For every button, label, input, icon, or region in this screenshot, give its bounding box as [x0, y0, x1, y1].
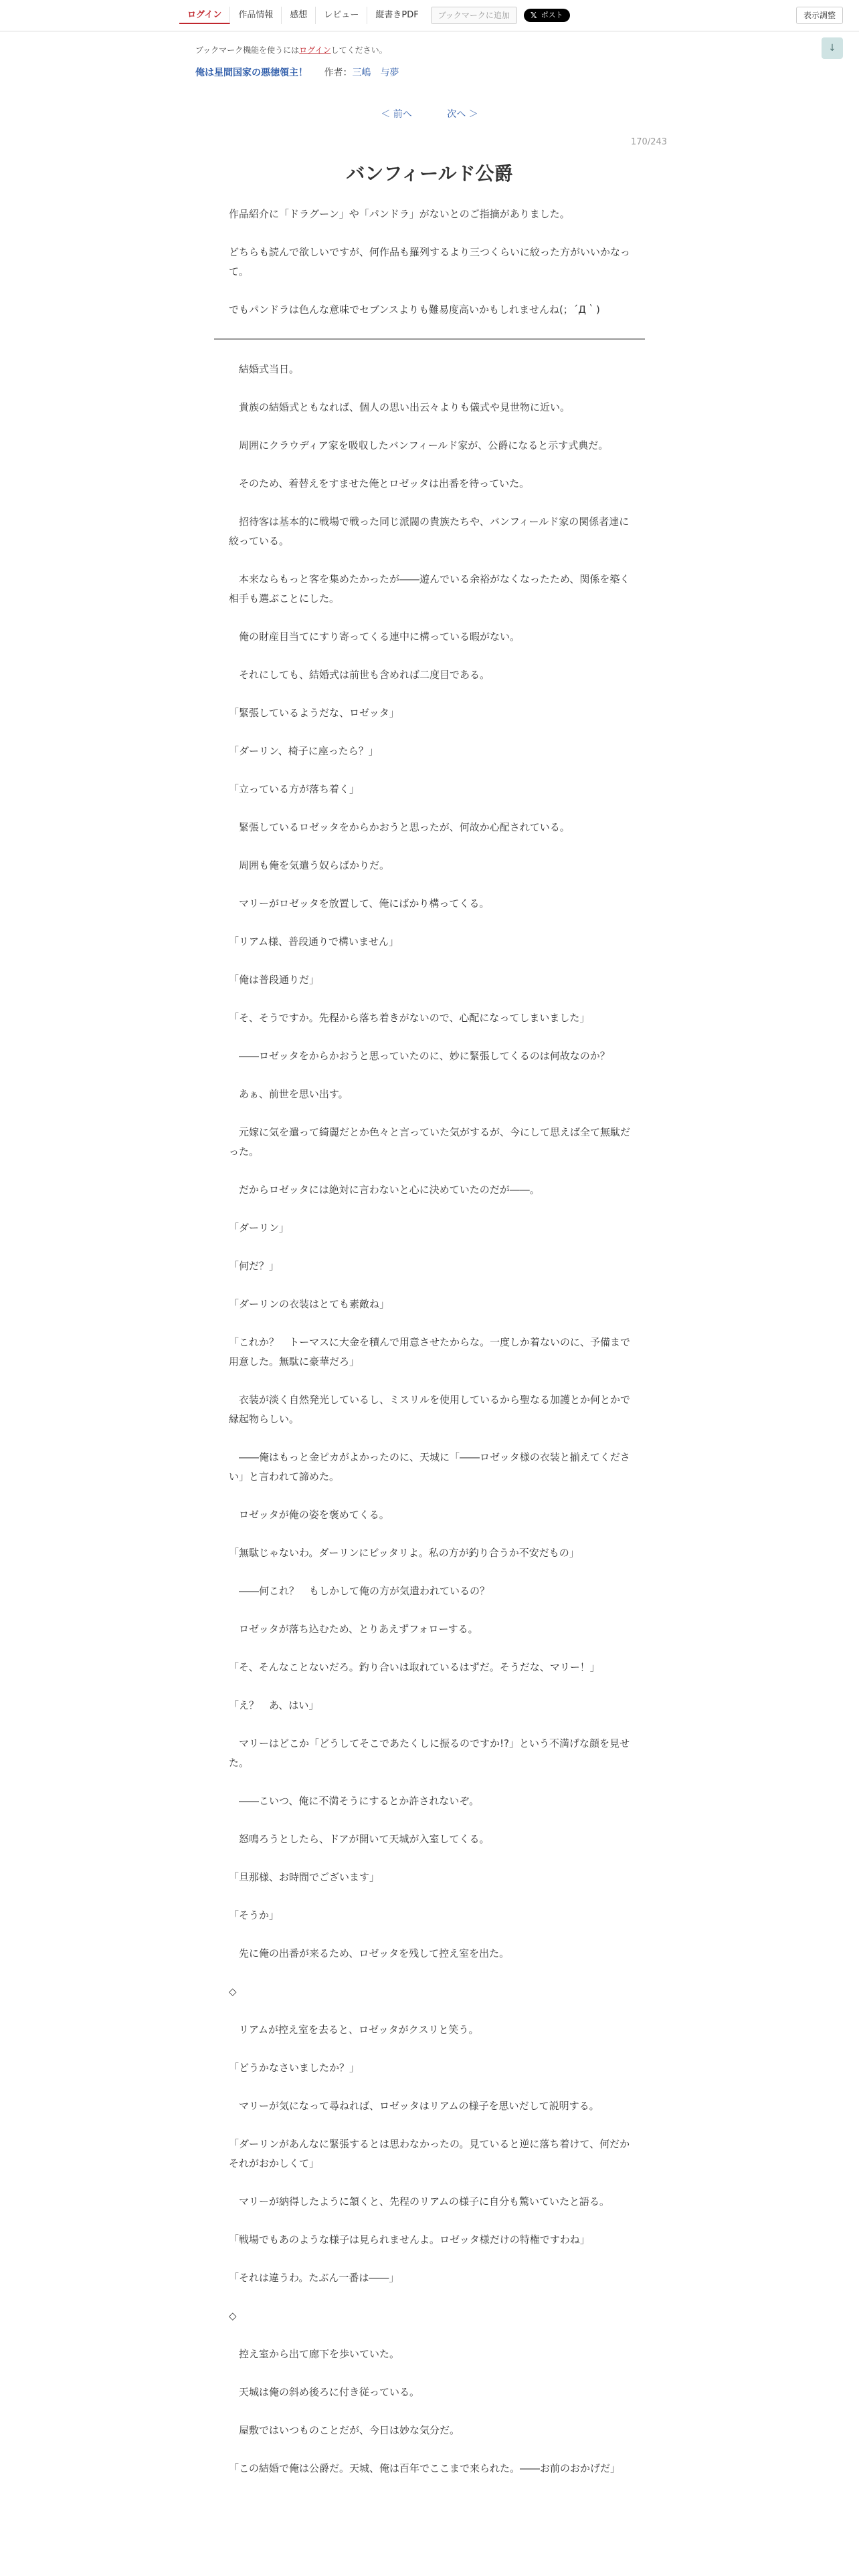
body-paragraph: 「これか？ トーマスに大金を積んで用意させたからな。一度しか着ないのに、予備まで用意した。無駄に豪華だろ」	[229, 1336, 631, 1368]
preface-paragraph: でもパンドラは色んな意味でセブンスよりも難易度高いかもしれませんね(；´Д｀)	[229, 304, 600, 316]
body-paragraph: マリーが気になって尋ねれば、ロゼッタはリアムの様子を思いだして説明する。	[229, 2100, 599, 2112]
body-paragraph: 「何だ？」	[229, 1260, 280, 1272]
body-paragraph: 俺の財産目当てにすり寄ってくる連中に構っている暇がない。	[229, 631, 520, 643]
body-paragraph: 元嫁に気を遣って綺麗だとか色々と言っていた気がするが、今にして思えば全て無駄だった。	[229, 1126, 631, 1158]
body-paragraph: ロゼッタが落ち込むため、とりあえずフォローする。	[229, 1623, 478, 1635]
author-label: 作者：	[324, 68, 353, 78]
body-paragraph: 「戦場でもあのような様子は見られませんよ。ロゼッタ様だけの特権ですわね」	[229, 2234, 590, 2246]
body-paragraph: あぁ、前世を思い出す。	[229, 1088, 349, 1100]
nav-review[interactable]: レビュー	[316, 7, 367, 24]
body-paragraph: 緊張しているロゼッタをからかおうと思ったが、何故か心配されている。	[229, 821, 570, 833]
chapter-counter: 170/243	[631, 137, 668, 147]
scroll-down-icon[interactable]: ↓	[822, 37, 843, 59]
body-paragraph: 「ダーリンがあんなに緊張するとは思わなかったの。見ていると逆に落ち着けて、何だかそれがおかしくて」	[229, 2138, 630, 2169]
nav-impressions[interactable]: 感想	[282, 7, 316, 24]
add-bookmark-button[interactable]: ブックマークに追加	[431, 7, 517, 24]
work-title-link[interactable]: 俺は星間国家の悪徳領主！	[195, 68, 308, 78]
body-paragraph: ――ロゼッタをからかおうと思っていたのに、妙に緊張してくるのは何故なのか？	[229, 1050, 610, 1062]
display-settings-button[interactable]: 表示調整	[796, 7, 843, 24]
body-paragraph: 結婚式当日。	[229, 363, 300, 375]
body-paragraph: 屋敷ではいつものことだが、今日は妙な気分だ。	[229, 2424, 460, 2436]
body-paragraph: 控え室から出て廊下を歩いていた。	[229, 2348, 400, 2360]
preface-divider	[214, 338, 645, 340]
body-paragraph: ロゼッタが俺の姿を褒めてくる。	[229, 1509, 389, 1521]
body-paragraph: マリーはどこか「どうしてそこであたくしに振るのですか!?」という不満げな顔を見せた。	[229, 1737, 630, 1769]
notice-suffix: してください。	[330, 45, 387, 55]
body-paragraph: ◇	[229, 1985, 237, 1998]
body-paragraph: 「え？ あ、はい」	[229, 1699, 319, 1711]
body-paragraph: 「立っている方が落ち着く」	[229, 783, 360, 795]
body-paragraph: ――こいつ、俺に不満そうにするとか許されないぞ。	[229, 1795, 480, 1807]
body-paragraph: 「そ、そうですか。先程から落ち着きがないので、心配になってしまいました」	[229, 1012, 590, 1024]
x-post-label: ポスト	[541, 11, 563, 19]
body-paragraph: それにしても、結婚式は前世も含めれば二度目である。	[229, 669, 490, 681]
body-paragraph: リアムが控え室を去ると、ロゼッタがクスリと笑う。	[229, 2024, 479, 2036]
body-paragraph: ◇	[229, 2310, 237, 2322]
notice-prefix: ブックマーク機能を使うには	[195, 45, 300, 55]
body-paragraph: 「ダーリンの衣装はとても素敵ね」	[229, 1298, 390, 1310]
body-paragraph: 怒鳴ろうとしたら、ドアが開いて天城が入室してくる。	[229, 1833, 490, 1845]
nav-work-info[interactable]: 作品情報	[230, 7, 282, 24]
notice-login-link[interactable]: ログイン	[299, 45, 331, 55]
body-paragraph: 「俺は普段通りだ」	[229, 974, 320, 986]
nav-vertical-pdf[interactable]: 縦書きPDF	[375, 10, 419, 20]
body-paragraph: 天城は俺の斜め後ろに付き従っている。	[229, 2386, 420, 2398]
body-paragraph: ――俺はもっと金ピカがよかったのに、天城に「――ロゼッタ様の衣装と揃えてください」と言われて諦めた。	[229, 1451, 630, 1483]
body-paragraph: ――何これ？ もしかして俺の方が気遣われているの？	[229, 1585, 490, 1597]
chapter-title: バンフィールド公爵	[346, 163, 513, 185]
body-paragraph: そのため、着替えをすませた俺とロゼッタは出番を待っていた。	[229, 477, 530, 490]
login-notice	[195, 44, 387, 56]
body-paragraph: マリーが納得したように頷くと、先程のリアムの様子に自分も驚いていたと語る。	[229, 2195, 609, 2208]
body-paragraph: 「そ、そんなことないだろ。釣り合いは取れているはずだ。そうだな、マリー！」	[229, 1661, 600, 1673]
body-paragraph: 「無駄じゃないわ。ダーリンにピッタリよ。私の方が釣り合うか不安だもの」	[229, 1547, 579, 1559]
global-nav	[179, 7, 570, 24]
preface-paragraph: どちらも読んで欲しいですが、何作品も羅列するより三つくらいに絞った方がいいかなって。	[229, 246, 631, 278]
prev-chapter-link[interactable]: ＜ 前へ	[381, 109, 412, 120]
body-paragraph: 貴族の結婚式ともなれば、個人の思い出云々よりも儀式や見世物に近い。	[229, 401, 571, 413]
body-paragraph: 招待客は基本的に戦場で戦った同じ派閥の貴族たちや、バンフィールド家の関係者達に絞っている。	[229, 516, 630, 547]
body-paragraph: 先に俺の出番が来るため、ロゼッタを残して控え室を出た。	[229, 1947, 510, 1959]
top-navigation-bar	[0, 0, 859, 31]
body-paragraph: 「旦那様、お時間でございます」	[229, 1871, 380, 1883]
author-link[interactable]: 三嶋 与夢	[352, 68, 399, 78]
body-paragraph: 「それは違うわ。たぶん一番は――」	[229, 2272, 399, 2284]
body-paragraph: 衣装が淡く自然発光しているし、ミスリルを使用しているから聖なる加護とか何とかで縁起物らしい。	[229, 1394, 631, 1425]
body-paragraph: マリーがロゼッタを放置して、俺にばかり構ってくる。	[229, 897, 490, 909]
body-paragraph: 本来ならもっと客を集めたかったが――遊んでいる余裕がなくなったため、関係を築く相手も選ぶことにした。	[229, 573, 630, 605]
body-paragraph: 「どうかなさいましたか？」	[229, 2062, 360, 2074]
body-paragraph: 「リアム様、普段通りで構いません」	[229, 936, 399, 948]
body-paragraph: 「ダーリン、椅子に座ったら？」	[229, 745, 379, 757]
body-paragraph: だからロゼッタには絶対に言わないと心に決めていたのだが――。	[229, 1184, 540, 1196]
body-paragraph: 「この結婚で俺は公爵だ。天城、俺は百年でここまで来られた。――お前のおかげだ」	[229, 2462, 621, 2474]
body-paragraph: 周囲にクラウディア家を吸収したバンフィールド家が、公爵になると示す式典だ。	[229, 439, 609, 451]
body-paragraph: 周囲も俺を気遣う奴らばかりだ。	[229, 859, 390, 871]
chapter-body	[229, 360, 630, 2497]
nav-login[interactable]: ログイン	[179, 7, 230, 24]
preface-section	[229, 205, 630, 338]
chapter-pager	[0, 107, 859, 120]
x-logo-icon: 𝕏	[530, 11, 537, 20]
work-info-line	[195, 66, 399, 79]
preface-paragraph: 作品紹介に「ドラグーン」や「パンドラ」がないとのご指摘がありました。	[229, 208, 570, 220]
body-paragraph: 「ダーリン」	[229, 1222, 290, 1234]
body-paragraph: 「緊張しているようだな、ロゼッタ」	[229, 707, 399, 719]
body-paragraph: 「そうか」	[229, 1909, 280, 1921]
x-post-button[interactable]	[524, 9, 570, 22]
next-chapter-link[interactable]: 次へ ＞	[447, 109, 478, 120]
